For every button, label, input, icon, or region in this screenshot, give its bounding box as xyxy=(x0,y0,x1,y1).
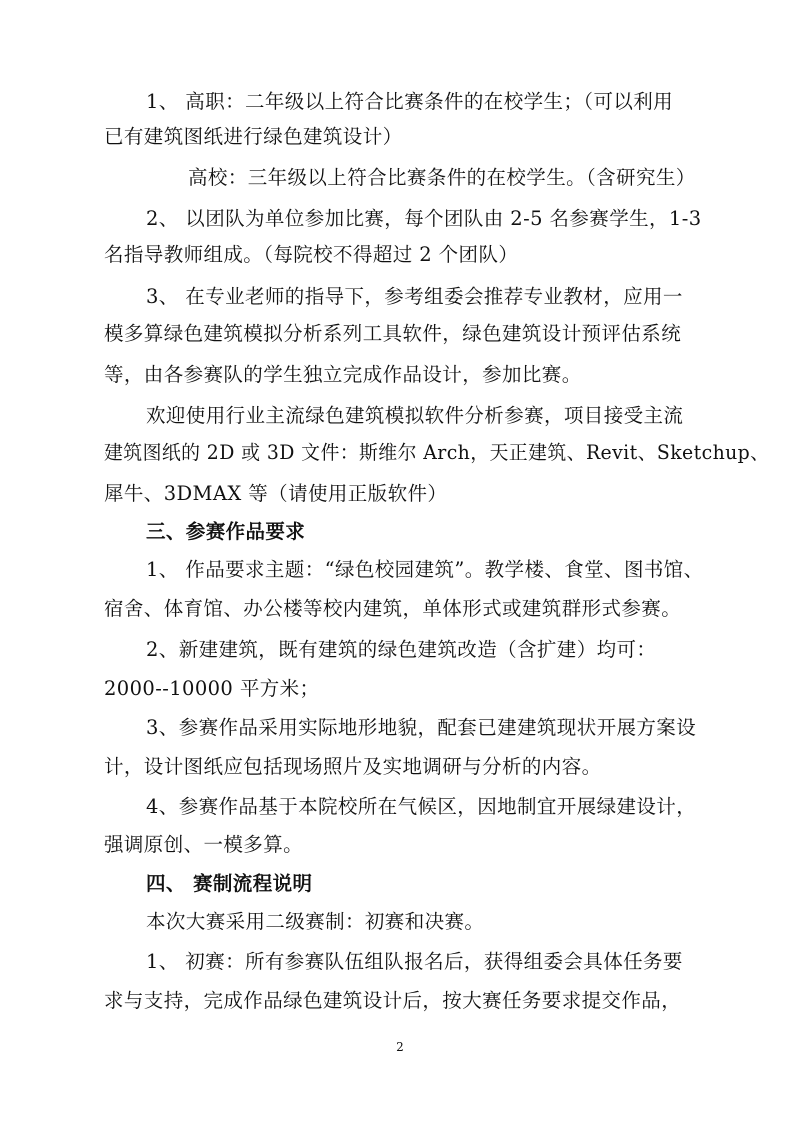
text-line: 本次大赛采用二级赛制：初赛和决赛。 xyxy=(146,910,485,933)
text-line: 建筑图纸的 2D 或 3D 文件：斯维尔 Arch，天正建筑、Revit、Sketchup、 xyxy=(104,441,770,464)
text-line: 2、 以团队为单位参加比赛，每个团队由 2-5 名参赛学生，1-3 xyxy=(146,207,702,230)
text-line: 3、 在专业老师的指导下，参考组委会推荐专业教材，应用一 xyxy=(146,285,683,308)
text-line: 强调原创、一模多算。 xyxy=(104,833,304,856)
text-line: 2、新建建筑，既有建筑的绿色建筑改造（含扩建）均可： xyxy=(146,638,657,661)
text-line: 犀牛、3DMAX 等（请使用正版软件） xyxy=(104,482,448,505)
section-heading: 四、 赛制流程说明 xyxy=(146,872,313,895)
text-line: 宿舍、体育馆、办公楼等校内建筑，单体形式或建筑群形式参赛。 xyxy=(104,597,682,620)
text-line: 4、参赛作品基于本院校所在气候区，因地制宜开展绿建设计， xyxy=(146,795,697,818)
text-line: 1、 初赛：所有参赛队伍组队报名后，获得组委会具体任务要 xyxy=(146,950,683,973)
text-line: 1、 高职：二年级以上符合比赛条件的在校学生；（可以利用 xyxy=(146,90,674,113)
text-line: 计，设计图纸应包括现场照片及实地调研与分析的内容。 xyxy=(104,755,602,778)
text-line: 模多算绿色建筑模拟分析系列工具软件，绿色建筑设计预评估系统 xyxy=(104,322,682,345)
text-line: 等，由各参赛队的学生独立完成作品设计，参加比赛。 xyxy=(104,363,582,386)
text-line: 欢迎使用行业主流绿色建筑模拟软件分析参赛，项目接受主流 xyxy=(146,404,684,427)
text-line: 3、参赛作品采用实际地形地貌，配套已建建筑现状开展方案设 xyxy=(146,716,697,739)
text-line: 1、 作品要求主题：“绿色校园建筑”。教学楼、食堂、图书馆、 xyxy=(146,558,704,581)
text-line: 2000--10000 平方米； xyxy=(104,677,320,700)
text-line: 高校：三年级以上符合比赛条件的在校学生。（含研究生） xyxy=(188,166,696,189)
page-number: 2 xyxy=(396,1040,404,1054)
text-line: 求与支持，完成作品绿色建筑设计后，按大赛任务要求提交作品， xyxy=(104,989,682,1012)
text-line: 已有建筑图纸进行绿色建筑设计） xyxy=(104,125,403,148)
section-heading: 三、参赛作品要求 xyxy=(146,520,306,543)
text-line: 名指导教师组成。（每院校不得超过 2 个团队） xyxy=(104,243,519,266)
